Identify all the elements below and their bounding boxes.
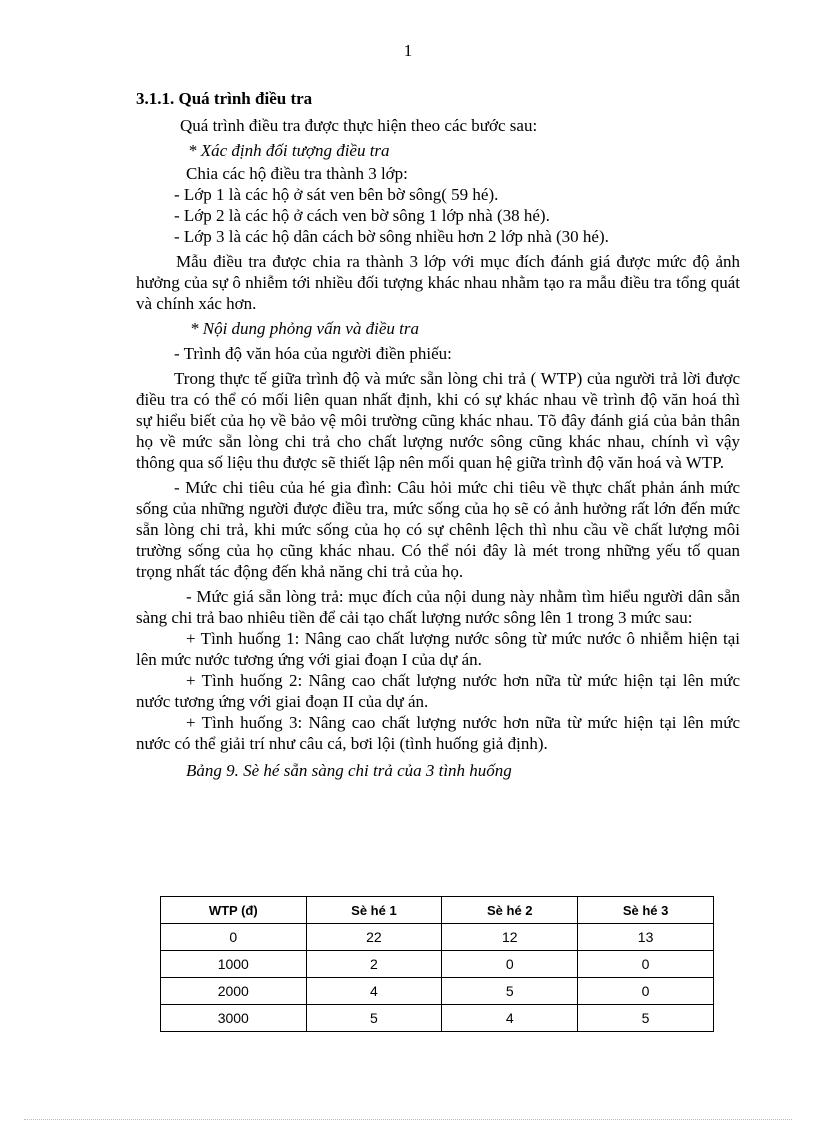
subheading-interview-content: * Nội dung phỏng vấn và điều tra [190, 319, 420, 338]
table-cell: 5 [578, 1005, 714, 1032]
table-cell: 0 [578, 978, 714, 1005]
table-cell: 2000 [161, 978, 307, 1005]
table-header-row [161, 897, 714, 924]
spending-paragraph: - Mức chi tiêu của hé gia đình: Câu hỏi mức chi tiêu về thực chất phản ánh mức sống của những người được điều tra, mức sống của họ sẽ có ảnh hưởng rất lớn đến mức sẵn lòng chi trả, khi mức sống của họ có sự chênh lệch thì nhu cầu về chất lượng môi trường sống của họ cũng khác nhau. Có thể nói đây là mét trong những yếu tố quan trọng nhất tác động đến khả năng chi trả của họ. [136, 478, 740, 581]
intro-text: Quá trình điều tra được thực hiện theo các bước sau: [180, 116, 538, 135]
table-row [161, 1005, 714, 1032]
education-label: - Trình độ văn hóa của người điền phiếu: [174, 344, 452, 363]
table-cell: 1000 [161, 951, 307, 978]
table-cell: 3000 [161, 1005, 307, 1032]
header-cell-households-1: Sè hé 1 [306, 897, 442, 924]
section-heading: 3.1.1. Quá trình điều tra [136, 89, 313, 108]
table-row [161, 924, 714, 951]
table-cell: 13 [578, 924, 714, 951]
sample-paragraph: Mẫu điều tra được chia ra thành 3 lớp với mục đích đánh giá được mức độ ảnh hưởng của sự ô nhiễm tới nhiều đối tượng khác nhau nhằm tạo ra mẫu điều tra tổng quát và chính xác hơn. [136, 252, 740, 313]
table-cell: 5 [306, 1005, 442, 1032]
table-caption: Bảng 9. Sè hé sẵn sàng chi trả của 3 tình huống [186, 761, 512, 780]
scenario-item: + Tình huống 2: Nâng cao chất lượng nước hơn nữa từ mức hiện tại lên mức nước tương ứng với giai đoạn II của dự án. [136, 671, 740, 711]
division-intro: Chia các hộ điều tra thành 3 lớp: [186, 164, 408, 183]
education-paragraph: Trong thực tế giữa trình độ và mức sẵn lòng chi trả ( WTP) của người trả lời được điều tra có thể có mối liên quan nhất định, khi có sự khác nhau về trình độ văn hoá thì sự hiểu biết của họ về bảo vệ môi trường cũng khác nhau. Tõ đây đánh giá của bản thân họ về mức sẵn lòng chi trả cho chất lượng nước sông cũng khác nhau, chính vì vậy thông qua số liệu thu được sẽ thiết lập nên mối quan hệ giữa trình độ văn hoá và WTP. [136, 369, 740, 472]
layer-item: - Lớp 3 là các hộ dân cách bờ sông nhiều hơn 2 lớp nhà (30 hé). [174, 227, 609, 246]
page-number: 1 [403, 41, 413, 60]
layer-item: - Lớp 1 là các hộ ở sát ven bên bờ sông( 59 hé). [174, 185, 499, 204]
header-cell-wtp: WTP (đ) [161, 897, 307, 924]
table-row [161, 978, 714, 1005]
table-cell: 0 [442, 951, 578, 978]
layer-item: - Lớp 2 là các hộ ở cách ven bờ sông 1 lớp nhà (38 hé). [174, 206, 550, 225]
table-cell: 5 [442, 978, 578, 1005]
table-row [161, 951, 714, 978]
scenario-item: + Tình huống 3: Nâng cao chất lượng nước hơn nữa từ mức hiện tại lên mức nước có thể giải trí như câu cá, bơi lội (tình huống giả định). [136, 713, 740, 753]
table-cell: 4 [442, 1005, 578, 1032]
page-bottom-divider [24, 1119, 792, 1120]
table-cell: 0 [578, 951, 714, 978]
table-cell: 2 [306, 951, 442, 978]
subheading-survey-subjects: * Xác định đối tượng điều tra [188, 141, 390, 160]
table-cell: 4 [306, 978, 442, 1005]
table-cell: 0 [161, 924, 307, 951]
wtp-table [160, 896, 714, 1032]
header-cell-households-2: Sè hé 2 [442, 897, 578, 924]
table-cell: 22 [306, 924, 442, 951]
price-paragraph: - Mức giá sẵn lòng trả: mục đích của nội dung này nhằm tìm hiểu người dân sẵn sàng chi trả bao nhiêu tiền để cải tạo chất lượng nước sông lên 1 trong 3 mức sau: [136, 587, 740, 627]
document-body [136, 88, 740, 781]
scenario-item: + Tình huống 1: Nâng cao chất lượng nước sông từ mức nước ô nhiễm hiện tại lên mức nước tương ứng với giai đoạn I của dự án. [136, 629, 740, 669]
table-cell: 12 [442, 924, 578, 951]
header-cell-households-3: Sè hé 3 [578, 897, 714, 924]
